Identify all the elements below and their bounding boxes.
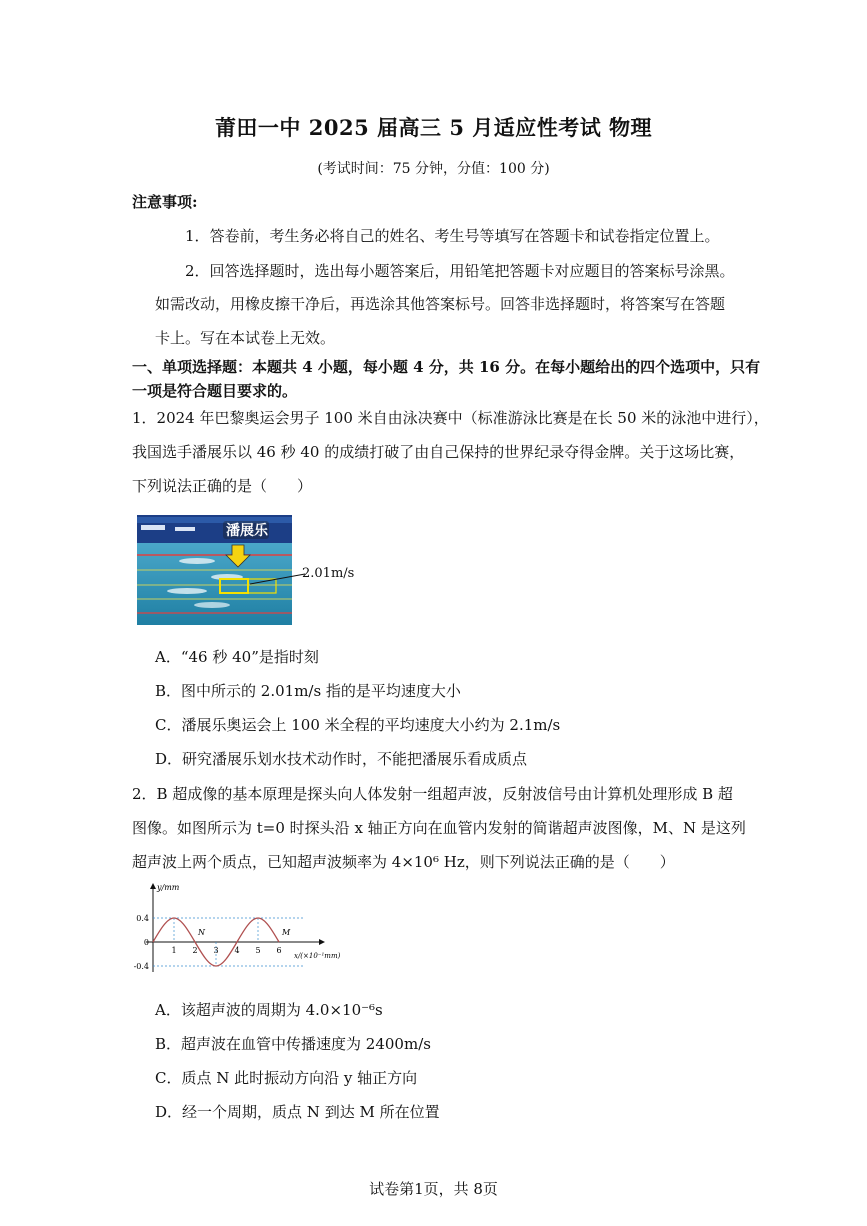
notes-item-2-line-1: 2．回答选择题时，选出每小题答案后，用铅笔把答题卡对应题目的答案标号涂黑。 [185,262,735,280]
x-tick-2: 2 [192,946,198,955]
swimmer-name-label: 潘展乐 [226,523,268,539]
q2-stem-line-1: 2．B 超成像的基本原理是探头向人体发射一组超声波，反射波信号由计算机处理形成 B 超 [132,785,733,803]
q2-stem-line-3: 超声波上两个质点，已知超声波频率为 4×10⁶ Hz，则下列说法正确的是（ ） [132,853,675,871]
speed-pointer-line [250,568,310,588]
q1-stem-line-2: 我国选手潘展乐以 46 秒 40 的成绩打破了由自己保持的世界纪录夺得金牌。关于这场比赛， [132,443,745,461]
notes-heading: 注意事项: [132,193,198,211]
q2-option-c: C．质点 N 此时振动方向沿 y 轴正方向 [155,1069,418,1087]
notes-item-2-line-2: 如需改动，用橡皮擦干净后，再选涂其他答案标号。回答非选择题时，将答案写在答题 [155,295,726,313]
q2-option-a: A．该超声波的周期为 4.0×10⁻⁶s [155,1001,383,1019]
exam-title: 莆田一中 2025 届高三 5 月适应性考试 物理 [214,115,653,140]
q1-option-d: D．研究潘展乐划水技术动作时，不能把潘展乐看成质点 [155,750,528,768]
q1-stem-line-1: 1．2024 年巴黎奥运会男子 100 米自由泳决赛中（标准游泳比赛是在长 50 米的泳池中进行）， [132,409,769,427]
x-axis-label: x/(×10⁻¹mm) [294,952,341,960]
notes-item-2-line-3: 卡上。写在本试卷上无效。 [155,329,336,347]
x-tick-3: 3 [213,946,219,955]
x-tick-1: 1 [171,946,177,955]
q2-option-b: B．超声波在血管中传播速度为 2400m/s [155,1035,431,1053]
y-tick-pos: 0.4 [136,914,149,923]
q1-option-c: C．潘展乐奥运会上 100 米全程的平均速度大小约为 2.1m/s [155,716,561,734]
q2-option-d: D．经一个周期，质点 N 到达 M 所在位置 [155,1103,440,1121]
speed-label: 2.01m/s [302,566,355,581]
exam-subtitle: (考试时间：75 分钟，分值：100 分) [317,161,550,177]
section-1-heading-line-2: 一项是符合题目要求的。 [132,382,298,400]
page-footer: 试卷第1页，共 8页 [369,1180,498,1198]
y-tick-zero: 0 [143,938,149,947]
notes-item-1: 1．答卷前，考生务必将自己的姓名、考生号等填写在答题卡和试卷指定位置上。 [185,227,720,245]
y-axis-label: y/mm [157,883,180,892]
y-tick-neg: -0.4 [133,962,149,971]
point-n-label: N [198,928,205,937]
x-tick-5: 5 [255,946,261,955]
q1-option-a: A．“46 秒 40”是指时刻 [155,648,319,666]
q1-option-b: B．图中所示的 2.01m/s 指的是平均速度大小 [155,682,461,700]
q1-stem-line-3: 下列说法正确的是（ ） [132,477,313,495]
x-tick-4: 4 [234,946,240,955]
point-m-label: M [282,928,291,937]
q2-stem-line-2: 图像。如图所示为 t=0 时探头沿 x 轴正方向在血管内发射的简谐超声波图像，M、N 是这列 [132,819,746,837]
section-1-heading-line-1: 一、单项选择题：本题共 4 小题，每小题 4 分，共 16 分。在每小题给出的四个选项中，只有 [132,358,761,376]
x-tick-6: 6 [276,946,282,955]
wave-graph [132,880,347,980]
